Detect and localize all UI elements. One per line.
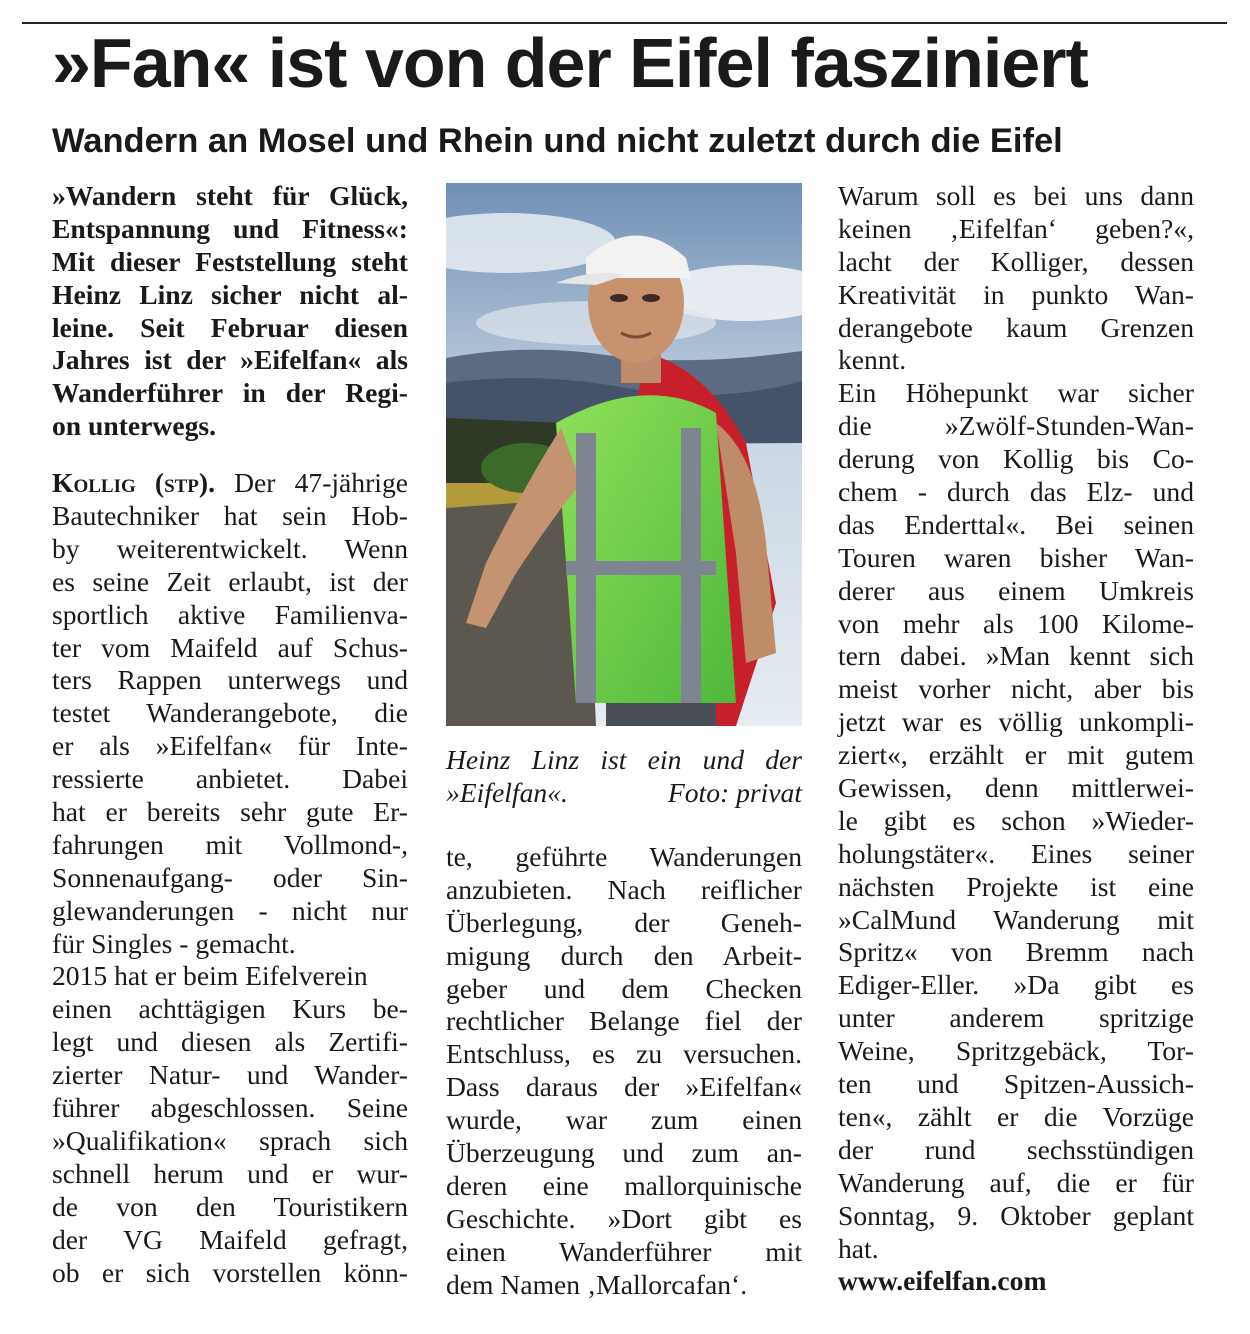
body-line: Ediger-Eller. »Da gibt es	[838, 969, 1194, 1001]
body-line: by weiterentwickelt. Wenn	[52, 532, 408, 564]
body-line: keinen ‚Eifelfan‘ geben?«,	[838, 212, 1194, 244]
subheadline: Wandern an Mosel und Rhein und nicht zuletzt durch die Eifel	[52, 122, 1063, 160]
body-line: holungstäter«. Eines seiner	[838, 837, 1194, 869]
body-line: einen achttägigen Kurs be-	[52, 993, 408, 1025]
body-line: hat er bereits sehr gute Er-	[52, 796, 408, 828]
body-line: Bautechniker hat sein Hob-	[52, 500, 408, 532]
body-line: nächsten Projekte ist eine	[838, 870, 1194, 902]
body-line: Wanderung auf, die er für	[838, 1166, 1194, 1198]
body-line: ob er sich vorstellen könn-	[52, 1256, 408, 1288]
body-line: de von den Touristikern	[52, 1190, 408, 1222]
column-1-body	[52, 500, 408, 1289]
body-line: Spritz« von Bremm nach	[838, 936, 1194, 968]
body-line: Gewissen, denn mittlerwei-	[838, 772, 1194, 804]
body-line: chem - durch das Elz- und	[838, 476, 1194, 508]
body-line: Weine, Spritzgebäck, Tor-	[838, 1035, 1194, 1067]
body-line: der rund sechsstündigen	[838, 1133, 1194, 1165]
body-line: ten«, zählt er die Vorzüge	[838, 1100, 1194, 1132]
body-line: jetzt war es völlig unkompli-	[838, 706, 1194, 738]
body-line: te, geführte Wanderungen	[446, 841, 802, 872]
body-line: ter vom Maifeld auf Schus-	[52, 631, 408, 663]
body-text: Der 47-jährige	[234, 467, 408, 499]
lead-line: »Wandern steht für Glück,	[52, 180, 408, 211]
body-line: anzubieten. Nach reiflicher	[446, 873, 802, 905]
lead-line: Heinz Linz sicher nicht al-	[52, 278, 408, 310]
body-line: 2015 hat er beim Eifelverein	[52, 960, 368, 992]
body-line: testet Wanderangebote, die	[52, 697, 408, 729]
body-line: ten und Spitzen-Aussich-	[838, 1068, 1194, 1100]
lead-line: Jahres ist der »Eifelfan« als	[52, 344, 408, 376]
body-line: Touren waren bisher Wan-	[838, 541, 1194, 573]
body-line: derung von Kollig bis Co-	[838, 443, 1194, 475]
body-line: Geschichte. »Dort gibt es	[446, 1202, 802, 1234]
body-line: unter anderem spritzige	[838, 1002, 1194, 1034]
column-3	[838, 180, 1194, 1298]
body-line: das Enderttal«. Bei seinen	[838, 508, 1194, 540]
caption-text: »Eifelfan«.	[446, 776, 568, 808]
body-line: sportlich aktive Familienva-	[52, 598, 408, 630]
body-line: »Qualifikation« sprach sich	[52, 1124, 408, 1156]
lead-line: on unterwegs.	[52, 410, 217, 442]
body-line: tern dabei. »Man kennt sich	[838, 640, 1194, 672]
body-line: hat.	[838, 1232, 879, 1264]
column-1	[52, 180, 408, 1289]
hiker-photo-image	[446, 183, 802, 726]
body-line: deren eine mallorquinische	[446, 1169, 802, 1201]
lead-line: leine. Seit Februar diesen	[52, 311, 408, 343]
body-line: dem Namen ‚Mallorcafan‘.	[446, 1268, 748, 1300]
body-line: Dass daraus der »Eifelfan«	[446, 1071, 802, 1103]
body-line: der VG Maifeld gefragt,	[52, 1223, 408, 1255]
body-line: lacht der Kolliger, dessen	[838, 245, 1194, 277]
body-line: ressierte anbietet. Dabei	[52, 763, 408, 795]
body-line: derangebote kaum Grenzen	[838, 311, 1194, 343]
column-3-body	[838, 180, 1194, 1265]
body-line: Sonnenaufgang- oder Sin-	[52, 861, 408, 893]
body-line: migung durch den Arbeit-	[446, 939, 802, 971]
body-line: Sonntag, 9. Oktober geplant	[838, 1199, 1194, 1231]
dateline: Kollig (stp).	[52, 467, 215, 499]
body-line: Überzeugung und zum an-	[446, 1137, 802, 1169]
body-line: fahrungen mit Vollmond-,	[52, 828, 408, 860]
caption-line: Heinz Linz ist ein und der	[446, 744, 802, 775]
body-line: »CalMund Wanderung mit	[838, 903, 1194, 935]
portrait-photo	[446, 183, 802, 726]
lead-line: Mit dieser Feststellung steht	[52, 245, 408, 277]
photo-caption	[446, 744, 802, 810]
body-line: Warum soll es bei uns dann	[838, 180, 1194, 211]
body-line: Kreativität in punkto Wan-	[838, 278, 1194, 310]
body-line: einen Wanderführer mit	[446, 1235, 802, 1267]
website-link[interactable]: www.eifelfan.com	[838, 1265, 1047, 1297]
body-line: rechtlicher Belange fiel der	[446, 1005, 802, 1037]
body-line: führer abgeschlossen. Seine	[52, 1092, 408, 1124]
body-line: derer aus einem Umkreis	[838, 574, 1194, 606]
lead-paragraph	[52, 180, 408, 443]
body-line: meist vorher nicht, aber bis	[838, 673, 1194, 705]
body-line: Ein Höhepunkt war sicher	[838, 377, 1194, 409]
dateline-line	[52, 467, 408, 500]
headline: »Fan« ist von der Eifel fasziniert	[52, 24, 1088, 102]
body-line: Entschluss, es zu versuchen.	[446, 1038, 802, 1070]
caption-line	[446, 777, 802, 810]
body-line: ters Rappen unterwegs und	[52, 664, 408, 696]
body-line: wurde, war zum einen	[446, 1104, 802, 1136]
body-line: ziert«, erzählt er mit gutem	[838, 739, 1194, 771]
body-line: es seine Zeit erlaubt, ist der	[52, 565, 408, 597]
body-line: zierter Natur- und Wander-	[52, 1059, 408, 1091]
body-line: glewanderungen - nicht nur	[52, 894, 408, 926]
body-line: für Singles - gemacht.	[52, 927, 296, 959]
body-line: kennt.	[838, 344, 907, 376]
body-line: le gibt es schon »Wieder-	[838, 804, 1194, 836]
lead-line: Entspannung und Fitness«:	[52, 212, 408, 244]
body-line: von mehr als 100 Kilome-	[838, 607, 1194, 639]
lead-line: Wanderführer in der Regi-	[52, 377, 408, 409]
body-line: Überlegung, der Geneh-	[446, 906, 802, 938]
body-line: schnell herum und er wur-	[52, 1157, 408, 1189]
column-2-body	[446, 841, 802, 1301]
body-line: er als »Eifelfan« für Inte-	[52, 730, 408, 762]
body-line: die »Zwölf-Stunden-Wan-	[838, 410, 1194, 442]
body-line: geber und dem Checken	[446, 972, 802, 1004]
photo-credit: Foto: privat	[667, 776, 802, 808]
body-line: legt und diesen als Zertifi-	[52, 1026, 408, 1058]
